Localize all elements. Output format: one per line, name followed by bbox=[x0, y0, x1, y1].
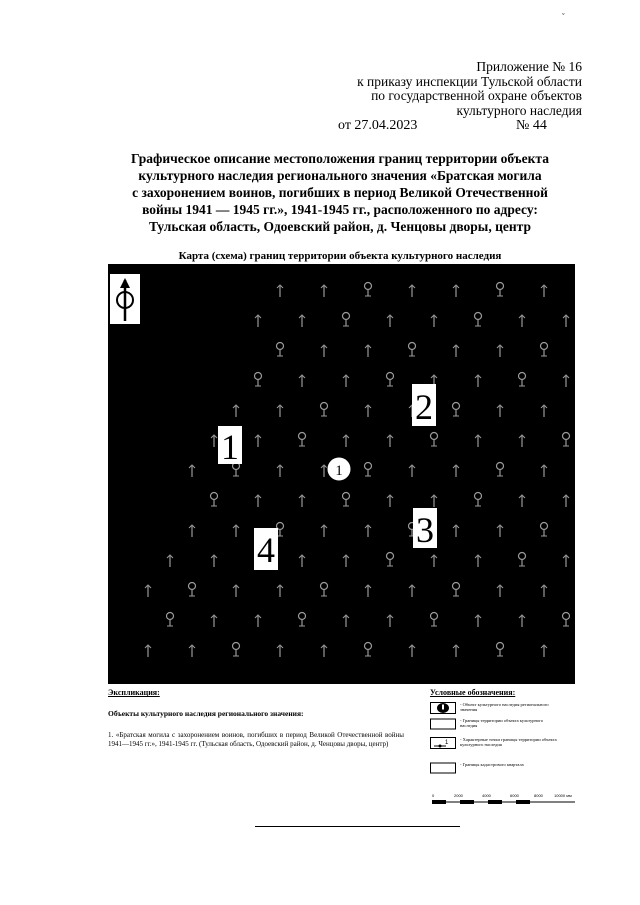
document-title bbox=[95, 150, 585, 235]
order-date: от 27.04.2023 bbox=[338, 118, 418, 133]
tree-symbol-icon bbox=[189, 583, 196, 597]
title-line: культурного наследия регионального значения «Братская могила bbox=[138, 168, 542, 183]
north-arrow-icon bbox=[110, 274, 140, 324]
tree-symbol-icon bbox=[431, 613, 438, 627]
vegetation-symbol-icon bbox=[497, 585, 503, 597]
legend-label: - Границы кадастрового квартала bbox=[460, 762, 524, 767]
boundary-point-2 bbox=[412, 384, 436, 427]
vegetation-symbol-icon bbox=[277, 285, 283, 297]
vegetation-symbol-icon bbox=[365, 585, 371, 597]
vegetation-symbol-icon bbox=[211, 615, 217, 627]
vegetation-symbol-icon bbox=[431, 315, 437, 327]
order-number: № 44 bbox=[516, 118, 547, 133]
tree-symbol-icon bbox=[299, 613, 306, 627]
vegetation-symbol-icon bbox=[453, 525, 459, 537]
vegetation-symbol-icon bbox=[145, 645, 151, 657]
tree-symbol-icon bbox=[387, 373, 394, 387]
legend-item-points bbox=[430, 737, 580, 751]
vegetation-symbol-icon bbox=[255, 315, 261, 327]
tree-symbol-icon bbox=[299, 433, 306, 447]
vegetation-symbol-icon bbox=[387, 315, 393, 327]
boundary-point-1 bbox=[218, 426, 242, 467]
vegetation-symbol-icon bbox=[453, 285, 459, 297]
scan-speck: ˇ bbox=[562, 12, 565, 21]
vegetation-symbol-icon bbox=[343, 435, 349, 447]
tree-symbol-icon bbox=[497, 463, 504, 477]
vegetation-symbol-icon bbox=[387, 615, 393, 627]
vegetation-symbol-icon bbox=[277, 645, 283, 657]
vegetation-symbol-icon bbox=[299, 375, 305, 387]
tree-symbol-icon bbox=[409, 343, 416, 357]
vegetation-symbol-icon bbox=[453, 465, 459, 477]
vegetation-symbol-icon bbox=[321, 465, 327, 477]
vegetation-symbol-icon bbox=[563, 375, 569, 387]
territory-boundary-icon bbox=[430, 718, 456, 730]
vegetation-symbol-icon bbox=[277, 465, 283, 477]
tree-symbol-icon bbox=[343, 313, 350, 327]
legend-item-cadastral bbox=[430, 762, 580, 776]
vegetation-symbol-icon bbox=[145, 585, 151, 597]
tree-symbol-icon bbox=[475, 313, 482, 327]
vegetation-symbol-icon bbox=[189, 525, 195, 537]
explication-item: 1. «Братская могила с захоронением воинов, погибших в период Великой Отечественной войны 1941—1945 гг.», 1941-1945 гг. (Тульская область, Одоевский район, д. Ченцовы дворы, центр) bbox=[108, 731, 404, 748]
tree-symbol-icon bbox=[453, 583, 460, 597]
vegetation-symbol-icon bbox=[541, 285, 547, 297]
vegetation-symbol-icon bbox=[519, 435, 525, 447]
vegetation-symbol-icon bbox=[211, 555, 217, 567]
vegetation-symbol-icon bbox=[497, 525, 503, 537]
boundary-point-4 bbox=[254, 528, 278, 570]
vegetation-symbol-icon bbox=[431, 555, 437, 567]
point-label: 3 bbox=[416, 510, 434, 550]
vegetation-symbol-icon bbox=[365, 525, 371, 537]
vegetation-symbol-icon bbox=[255, 495, 261, 507]
point-label: 4 bbox=[257, 530, 275, 570]
vegetation-symbol-icon bbox=[189, 465, 195, 477]
scale-tick-label: 0 bbox=[432, 793, 435, 798]
explication-heading: Экспликация: bbox=[108, 688, 160, 697]
vegetation-symbol-icon bbox=[431, 495, 437, 507]
legend-item-object bbox=[430, 702, 580, 716]
vegetation-symbol-icon bbox=[563, 315, 569, 327]
scale-tick-label: 4000 bbox=[482, 793, 491, 798]
vegetation-symbol-icon bbox=[321, 645, 327, 657]
vegetation-symbol-icon bbox=[387, 495, 393, 507]
vegetation-symbol-icon bbox=[563, 555, 569, 567]
scale-bar-graphic bbox=[430, 788, 580, 808]
tree-symbol-icon bbox=[365, 643, 372, 657]
scale-bar bbox=[430, 788, 580, 808]
vegetation-symbol-icon bbox=[233, 405, 239, 417]
tree-symbol-icon bbox=[541, 523, 548, 537]
scale-tick-label: 2000 bbox=[454, 793, 463, 798]
tree-symbol-icon bbox=[453, 403, 460, 417]
object-marker-icon bbox=[327, 457, 351, 481]
scale-tick-label: 6000 bbox=[510, 793, 519, 798]
vegetation-symbol-icon bbox=[255, 435, 261, 447]
vegetation-symbol-icon bbox=[541, 645, 547, 657]
tree-symbol-icon bbox=[497, 643, 504, 657]
tree-symbol-icon bbox=[563, 433, 570, 447]
tree-symbol-icon bbox=[321, 403, 328, 417]
vegetation-symbol-icon bbox=[409, 645, 415, 657]
tree-symbol-icon bbox=[563, 613, 570, 627]
tree-symbol-icon bbox=[497, 283, 504, 297]
tree-symbol-icon bbox=[343, 493, 350, 507]
vegetation-symbol-icon bbox=[321, 525, 327, 537]
vegetation-symbol-icon bbox=[409, 285, 415, 297]
vegetation-symbol-icon bbox=[409, 465, 415, 477]
title-line: с захоронением воинов, погибших в период Великой Отечественной bbox=[132, 185, 548, 200]
appendix-header bbox=[300, 60, 582, 118]
title-line: Тульская область, Одоевский район, д. Ченцовы дворы, центр bbox=[149, 219, 531, 234]
vegetation-symbol-icon bbox=[475, 435, 481, 447]
tree-symbol-icon bbox=[211, 493, 218, 507]
explication-subheading: Объекты культурного наследия регионального значения: bbox=[108, 709, 304, 718]
bottom-divider bbox=[255, 826, 460, 827]
vegetation-symbol-icon bbox=[189, 645, 195, 657]
tree-symbol-icon bbox=[233, 643, 240, 657]
vegetation-symbol-icon bbox=[167, 555, 173, 567]
vegetation-symbol-icon bbox=[541, 405, 547, 417]
vegetation-symbol-icon bbox=[299, 555, 305, 567]
title-line: Графическое описание местоположения границ территории объекта bbox=[131, 151, 549, 166]
legend-label: - Характерные точки границы территории объекта культурного наследия bbox=[460, 737, 557, 747]
point-label: 1 bbox=[221, 427, 239, 467]
vegetation-symbol-icon bbox=[277, 585, 283, 597]
vegetation-symbol-icon bbox=[299, 315, 305, 327]
tree-symbol-icon bbox=[475, 493, 482, 507]
scale-tick-label: 10000 мм bbox=[554, 793, 572, 798]
tree-symbol-icon bbox=[365, 463, 372, 477]
vegetation-symbol-icon bbox=[475, 615, 481, 627]
legend-label: - Объект культурного наследия регионального значения bbox=[460, 702, 549, 712]
vegetation-symbol-icon bbox=[277, 405, 283, 417]
vegetation-symbol-icon bbox=[343, 555, 349, 567]
vegetation-symbol-icon bbox=[211, 435, 217, 447]
appendix-line: культурного наследия bbox=[456, 102, 582, 118]
vegetation-symbol-icon bbox=[497, 345, 503, 357]
vegetation-symbol-icon bbox=[563, 495, 569, 507]
point-label: 2 bbox=[415, 387, 433, 427]
appendix-line: по государственной охране объектов bbox=[371, 88, 582, 103]
title-line: войны 1941 — 1945 гг.», 1941-1945 гг., расположенного по адресу: bbox=[142, 202, 538, 217]
vegetation-symbol-icon bbox=[519, 615, 525, 627]
vegetation-symbol-icon bbox=[365, 405, 371, 417]
vegetation-symbol-icon bbox=[255, 615, 261, 627]
legend-heading: Условные обозначения: bbox=[430, 688, 516, 697]
vegetation-symbol-icon bbox=[519, 315, 525, 327]
vegetation-symbol-icon bbox=[343, 615, 349, 627]
tree-symbol-icon bbox=[277, 343, 284, 357]
boundary-map bbox=[108, 264, 575, 684]
vegetation-symbol-icon bbox=[475, 375, 481, 387]
vegetation-symbol-icon bbox=[541, 585, 547, 597]
tree-symbol-icon bbox=[541, 343, 548, 357]
vegetation-symbol-icon bbox=[321, 345, 327, 357]
legend-item-territory bbox=[430, 718, 580, 732]
vegetation-symbol-icon bbox=[233, 585, 239, 597]
legend-label: - Границы территории объекта культурного наследия bbox=[460, 718, 544, 728]
map-canvas bbox=[108, 264, 575, 684]
scale-tick-label: 8000 bbox=[534, 793, 543, 798]
map-caption: Карта (схема) границ территории объекта культурного наследия bbox=[178, 250, 502, 262]
boundary-point-icon bbox=[430, 737, 456, 749]
appendix-line: к приказу инспекции Тульской области bbox=[357, 73, 582, 89]
vegetation-symbol-icon bbox=[233, 525, 239, 537]
tree-symbol-icon bbox=[167, 613, 174, 627]
vegetation-symbol-icon bbox=[453, 345, 459, 357]
vegetation-symbol-icon bbox=[475, 555, 481, 567]
tree-symbol-icon bbox=[365, 283, 372, 297]
vegetation-symbol-icon bbox=[519, 495, 525, 507]
appendix-line: Приложение № 16 bbox=[476, 59, 582, 74]
svg-text:1: 1 bbox=[445, 740, 449, 746]
tree-symbol-icon bbox=[387, 553, 394, 567]
tree-symbol-icon bbox=[321, 583, 328, 597]
tree-symbol-icon bbox=[255, 373, 262, 387]
boundary-point-3 bbox=[413, 508, 437, 550]
vegetation-symbol-icon bbox=[365, 345, 371, 357]
vegetation-symbol-icon bbox=[497, 405, 503, 417]
vegetation-symbol-icon bbox=[409, 585, 415, 597]
tree-symbol-icon bbox=[519, 373, 526, 387]
vegetation-symbol-icon bbox=[321, 285, 327, 297]
object-marker-label: 1 bbox=[335, 463, 343, 479]
object-marker-icon bbox=[430, 702, 456, 714]
vegetation-symbol-icon bbox=[453, 645, 459, 657]
tree-symbol-icon bbox=[431, 433, 438, 447]
cadastral-boundary-icon bbox=[430, 762, 456, 774]
vegetation-symbol-icon bbox=[343, 375, 349, 387]
tree-symbol-icon bbox=[519, 553, 526, 567]
vegetation-symbol-icon bbox=[387, 435, 393, 447]
vegetation-symbol-icon bbox=[541, 465, 547, 477]
terrain-symbols bbox=[145, 283, 570, 658]
vegetation-symbol-icon bbox=[299, 495, 305, 507]
